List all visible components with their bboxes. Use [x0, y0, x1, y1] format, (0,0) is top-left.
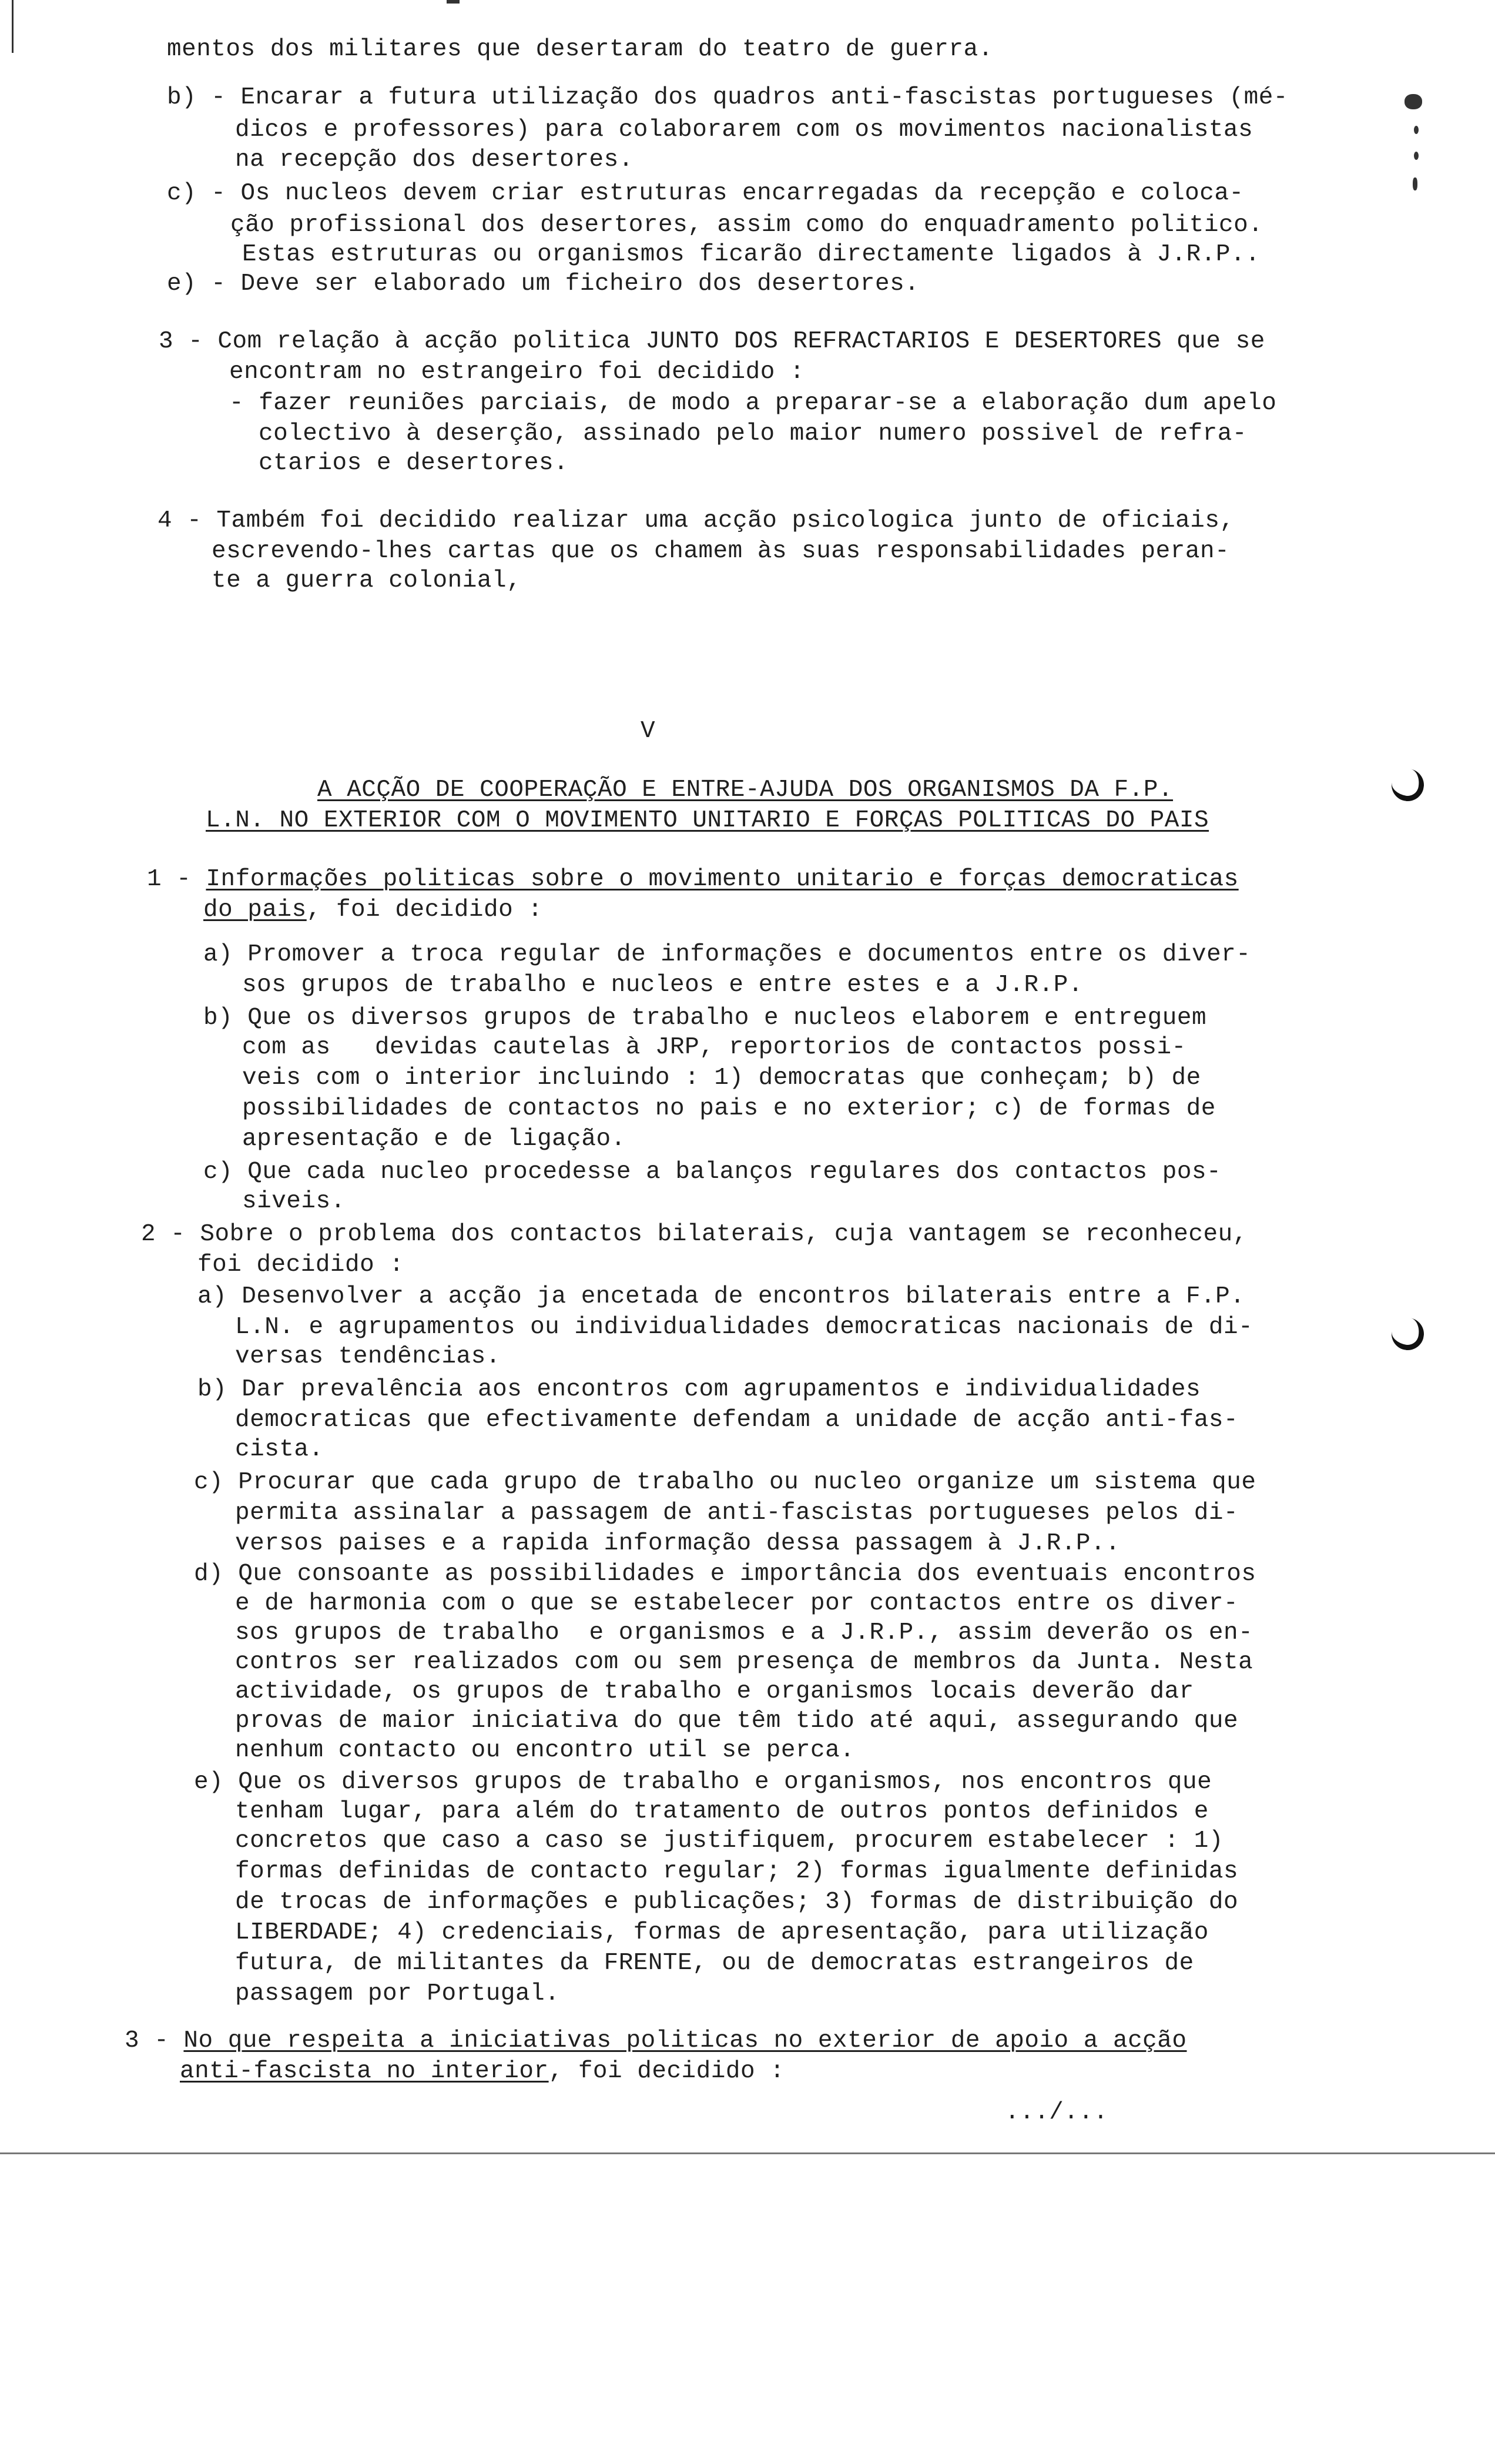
text-line: apresentação e de ligação. — [242, 1126, 626, 1153]
ink-dot-mark — [1414, 126, 1419, 134]
text-line: tenham lugar, para além do tratamento de outros pontos definidos e — [235, 1798, 1209, 1825]
text-line: sos grupos de trabalho e organismos e a J.R.P., assim deverão os en- — [235, 1619, 1253, 1646]
text-line: com as devidas cautelas à JRP, reportorios de contactos possi- — [242, 1034, 1186, 1061]
ink-dot-mark — [1414, 152, 1419, 160]
text-line: b) Que os diversos grupos de trabalho e nucleos elaborem e entreguem — [203, 1005, 1207, 1032]
text-line: - fazer reuniões parciais, de modo a preparar-se a elaboração dum apelo — [229, 390, 1277, 417]
text-line: veis com o interior incluindo : 1) democratas que conheçam; b) de — [242, 1064, 1201, 1092]
text-line: 2 - Sobre o problema dos contactos bilaterais, cuja vantagem se reconheceu, — [141, 1221, 1248, 1248]
text-line: futura, de militantes da FRENTE, ou de democratas estrangeiros de — [235, 1950, 1194, 1977]
text-line: 3 - Com relação à acção politica JUNTO DOS REFRACTARIOS E DESERTORES que se — [159, 328, 1265, 355]
text-line: 4 - Também foi decidido realizar uma acção psicologica junto de oficiais, — [157, 507, 1235, 534]
text-line: b) - Encarar a futura utilização dos quadros anti-fascistas portugueses (mé- — [167, 84, 1288, 111]
text-line: escrevendo-lhes cartas que os chamem às suas responsabilidades peran- — [212, 538, 1230, 565]
item-heading: No que respeita a iniciativas politicas no exterior de apoio a acção — [183, 2027, 1187, 2054]
item-heading: Informações politicas sobre o movimento unitario e forças democraticas — [206, 866, 1239, 893]
text-line: c) - Os nucleos devem criar estruturas encarregadas da recepção e coloca- — [167, 180, 1244, 207]
top-tick-mark — [447, 0, 460, 4]
section-heading: A ACÇÃO DE COOPERAÇÃO E ENTRE-AJUDA DOS ORGANISMOS DA F.P. — [317, 776, 1174, 804]
section-heading: L.N. NO EXTERIOR COM O MOVIMENTO UNITARIO E FORÇAS POLITICAS DO PAIS — [206, 807, 1209, 834]
text-line: cista. — [235, 1436, 324, 1463]
item-number: 1 - — [147, 866, 206, 893]
text-line: e) - Deve ser elaborado um ficheiro dos desertores. — [167, 270, 920, 297]
text-line: Estas estruturas ou organismos ficarão directamente ligados à J.R.P.. — [242, 241, 1261, 268]
text-line: siveis. — [242, 1188, 346, 1215]
text-line: concretos que caso a caso se justifiquem, procurem estabelecer : 1) — [235, 1827, 1224, 1854]
text-line — [147, 864, 1239, 895]
ink-blot-mark — [1405, 94, 1422, 109]
text-line: contros ser realizados com ou sem presença de membros da Junta. Nesta — [235, 1649, 1253, 1676]
text-line — [125, 2026, 1187, 2056]
punch-hole-mark — [1389, 766, 1427, 804]
text-line: colectivo à deserção, assinado pelo maior numero possivel de refra- — [259, 420, 1247, 447]
text-line: te a guerra colonial, — [212, 567, 522, 594]
page-bottom-rule — [0, 2152, 1495, 2154]
text-line: a) Desenvolver a acção ja encetada de encontros bilaterais entre a F.P. — [197, 1283, 1245, 1310]
text-line: d) Que consoante as possibilidades e importância dos eventuais encontros — [194, 1561, 1256, 1588]
item-heading-tail: , foi decidido : — [306, 896, 543, 923]
item-number: 3 - — [125, 2027, 184, 2054]
text-line — [203, 895, 542, 925]
text-line: L.N. e agrupamentos ou individualidades democraticas nacionais de di- — [235, 1314, 1253, 1341]
text-line: formas definidas de contacto regular; 2) formas igualmente definidas — [235, 1858, 1239, 1885]
text-line: actividade, os grupos de trabalho e organismos locais deverão dar — [235, 1678, 1194, 1705]
section-number: V — [641, 718, 656, 745]
text-line: c) Procurar que cada grupo de trabalho ou nucleo organize um sistema que — [194, 1469, 1256, 1496]
text-line: dicos e professores) para colaborarem com os movimentos nacionalistas — [235, 116, 1253, 143]
text-line: foi decidido : — [197, 1251, 404, 1278]
text-line: passagem por Portugal. — [235, 1980, 560, 2007]
text-line — [180, 2056, 785, 2087]
text-line: nenhum contacto ou encontro util se perca. — [235, 1737, 855, 1764]
punch-hole-mark — [1389, 1315, 1427, 1353]
text-line: LIBERDADE; 4) credenciais, formas de apresentação, para utilização — [235, 1919, 1209, 1946]
text-line: c) Que cada nucleo procedesse a balanços regulares dos contactos pos- — [203, 1159, 1222, 1186]
text-line: mentos dos militares que desertaram do teatro de guerra. — [167, 36, 993, 63]
text-line: na recepção dos desertores. — [235, 146, 633, 173]
item-heading: do pais — [203, 896, 307, 923]
item-heading-tail: , foi decidido : — [548, 2058, 785, 2085]
item-heading: anti-fascista no interior — [180, 2058, 549, 2085]
text-line: ção profissional dos desertores, assim como do enquadramento politico. — [230, 212, 1263, 239]
continuation-marker: .../... — [1005, 2099, 1108, 2126]
text-line: e) Que os diversos grupos de trabalho e organismos, nos encontros que — [194, 1769, 1212, 1796]
text-line: versos paises e a rapida informação dessa passagem à J.R.P.. — [235, 1530, 1121, 1557]
text-line: possibilidades de contactos no pais e no exterior; c) de formas de — [242, 1095, 1216, 1122]
text-line: versas tendências. — [235, 1343, 501, 1370]
text-line: ctarios e desertores. — [259, 450, 569, 477]
text-line: encontram no estrangeiro foi decidido : — [229, 359, 805, 386]
ink-dot-mark — [1413, 178, 1417, 190]
text-line: b) Dar prevalência aos encontros com agrupamentos e individualidades — [197, 1376, 1201, 1403]
text-line: a) Promover a troca regular de informações e documentos entre os diver- — [203, 941, 1251, 968]
text-line: e de harmonia com o que se estabelecer por contactos entre os diver- — [235, 1590, 1239, 1617]
text-line: sos grupos de trabalho e nucleos e entre estes e a J.R.P. — [242, 972, 1083, 999]
text-line: de trocas de informações e publicações; 3) formas de distribuição do — [235, 1889, 1239, 1916]
left-margin-rule — [12, 0, 14, 53]
text-line: democraticas que efectivamente defendam a unidade de acção anti-fas- — [235, 1407, 1239, 1434]
text-line: permita assinalar a passagem de anti-fascistas portugueses pelos di- — [235, 1499, 1239, 1526]
text-line: provas de maior iniciativa do que têm tido até aqui, assegurando que — [235, 1708, 1239, 1735]
